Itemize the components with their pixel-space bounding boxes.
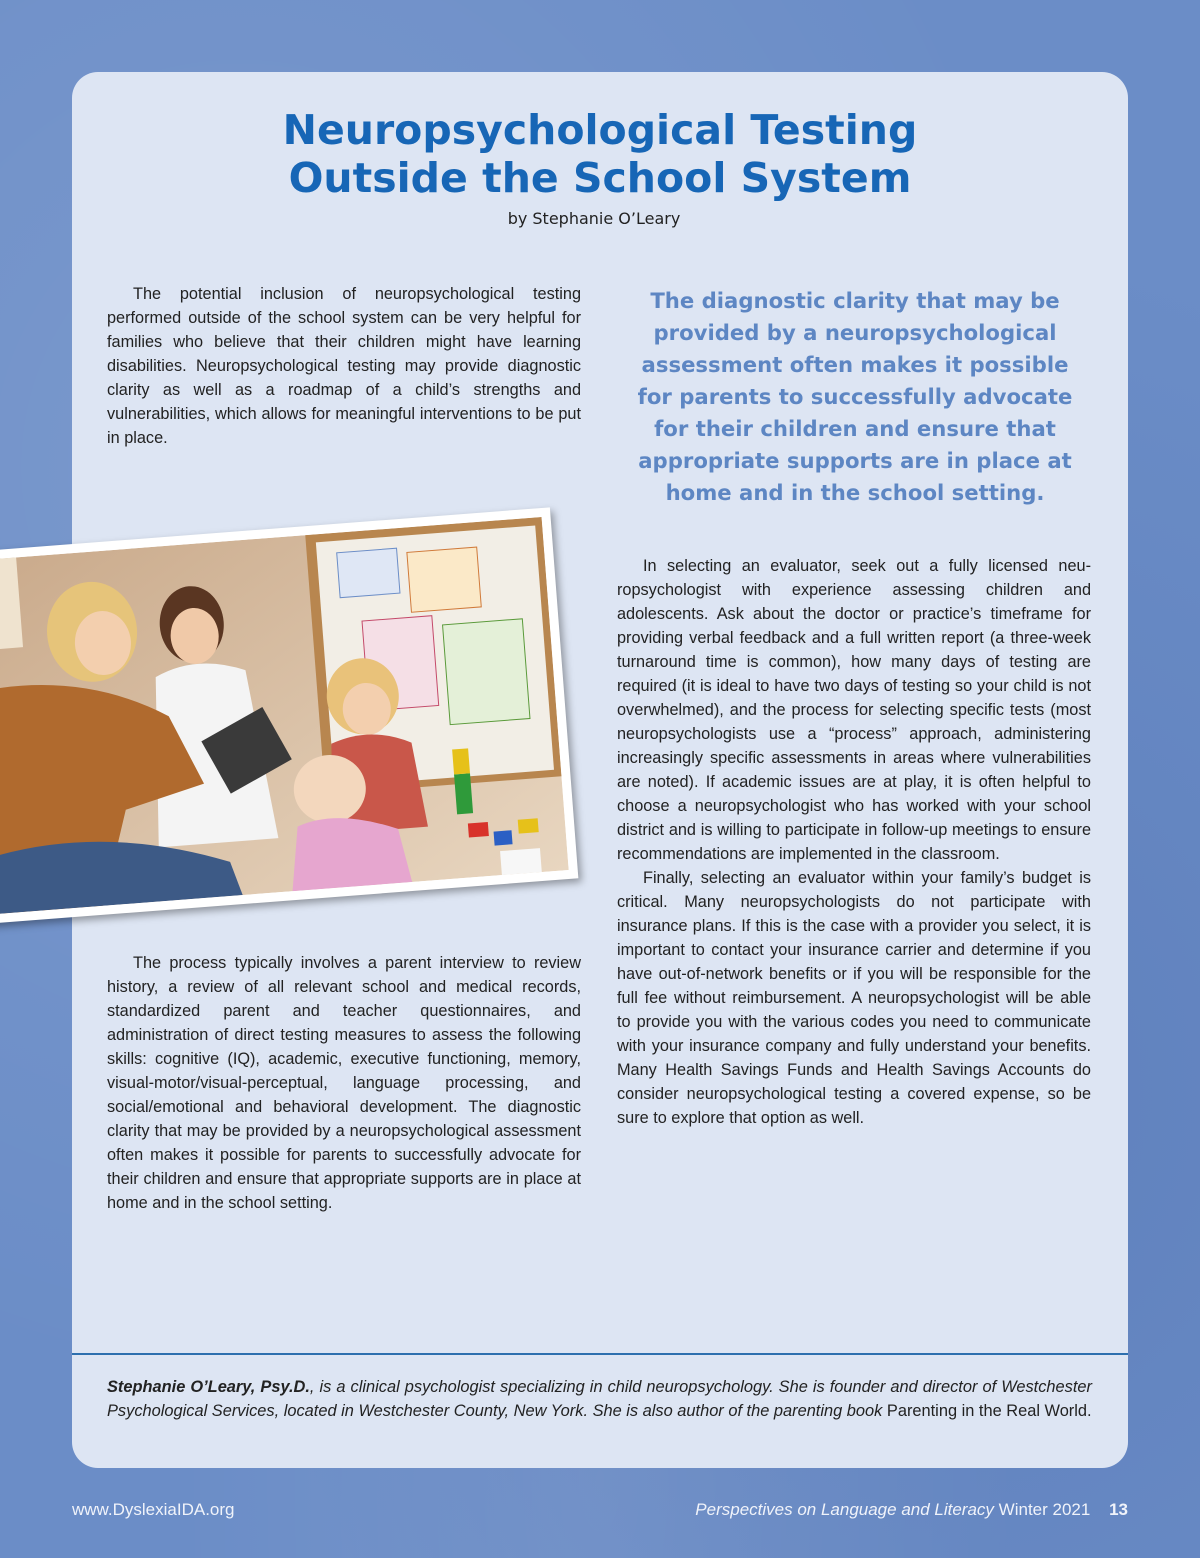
author-bio-text: , is a clinical psychologist specializing in child neuropsychology. She is founder and director of Westchester Psychological Services, located in Westchester County, New York. She is also author of the parenting book	[107, 1378, 1092, 1420]
body-paragraph: Finally, selecting an evaluator within your family’s budget is critical. Many neuropsychologists do not participate with insurance plans. If this is the case with a provider you select, it is important to contact your insurance carrier and determine if you have out-of-network benefits or if you will be responsible for the full fee without reimbursement. A neuropsychologist will be able to provide you with the various codes you need to communicate with your insurance company and fully understand your benefits. Many Health Savings Funds and Health Savings Accounts do consider neuropsychological testing a covered expense, so be sure to explore that option as well.	[617, 869, 1091, 1127]
footer-publication: Perspectives on Language and Literacy	[695, 1500, 994, 1519]
photo-illustration	[0, 517, 569, 915]
title-line-1: Neuropsychological Testing	[282, 106, 918, 154]
author-book-title: Parenting in the Real World.	[886, 1402, 1092, 1420]
body-paragraph: In selecting an evaluator, seek out a fully licensed neuropsychologist with experience assessing children and adolescents. Ask about the doctor or practice’s timeframe for providing verbal feedback and a full written report (a three-week turnaround time is common), how many days of testing are required (it is ideal to have two days of testing so your child is not overwhelmed), and the process for selecting specific tests (most neuropsychologists use a “process” approach, administering increasingly specific assessments in areas where vulnerabilities are noted). If academic issues are at play, it is often helpful to choose a neuropsychologist who has worked with your school district and is willing to participate in follow-up meetings to ensure recommendations are implemented in the classroom.	[617, 557, 1091, 863]
footer-publication-info	[695, 1500, 1128, 1520]
author-bio	[107, 1375, 1092, 1423]
pull-quote: The diagnostic clarity that may be provided by a neuropsychological assessment often makes it possible for parents to successfully advocate for their children and ensure that appropriate supports are in place at home and in the school setting.	[637, 288, 1073, 505]
byline: by Stephanie O’Leary	[507, 209, 681, 228]
article-photo	[0, 507, 578, 924]
bio-divider	[72, 1353, 1128, 1355]
title-line-2: Outside the School System	[288, 154, 912, 202]
body-paragraph: The potential inclusion of neuropsychological testing performed outside of the school system can be very helpful for families who believe that their children might have learning disabilities. Neuropsychological testing may provide diagnostic clarity as well as a roadmap of a child’s strengths and vulnerabilities, which allows for meaningful interventions to be put in place.	[107, 285, 581, 447]
body-column-left-bottom	[107, 951, 581, 1215]
body-column-right	[617, 554, 1091, 1130]
footer-website-link[interactable]: www.DyslexiaIDA.org	[72, 1500, 235, 1519]
article-title	[0, 106, 1200, 202]
body-column-left-top	[107, 282, 581, 450]
page-number: 13	[1109, 1500, 1128, 1519]
body-paragraph: The process typically involves a parent interview to review history, a review of all relevant school and medical records, standardized parent and teacher questionnaires, and administration of direct testing measures to assess the following skills: cognitive (IQ), academic, executive functioning, memory, visual-motor/visual-perceptual, language processing, and social/emotional and behavioral development. The diagnostic clarity that may be provided by a neuropsychological assessment often makes it possible for parents to successfully advocate for their children and ensure that appropriate supports are in place at home and in the school setting.	[107, 954, 581, 1212]
author-name: Stephanie O’Leary, Psy.D.	[107, 1378, 310, 1396]
footer-issue: Winter 2021	[998, 1500, 1091, 1519]
